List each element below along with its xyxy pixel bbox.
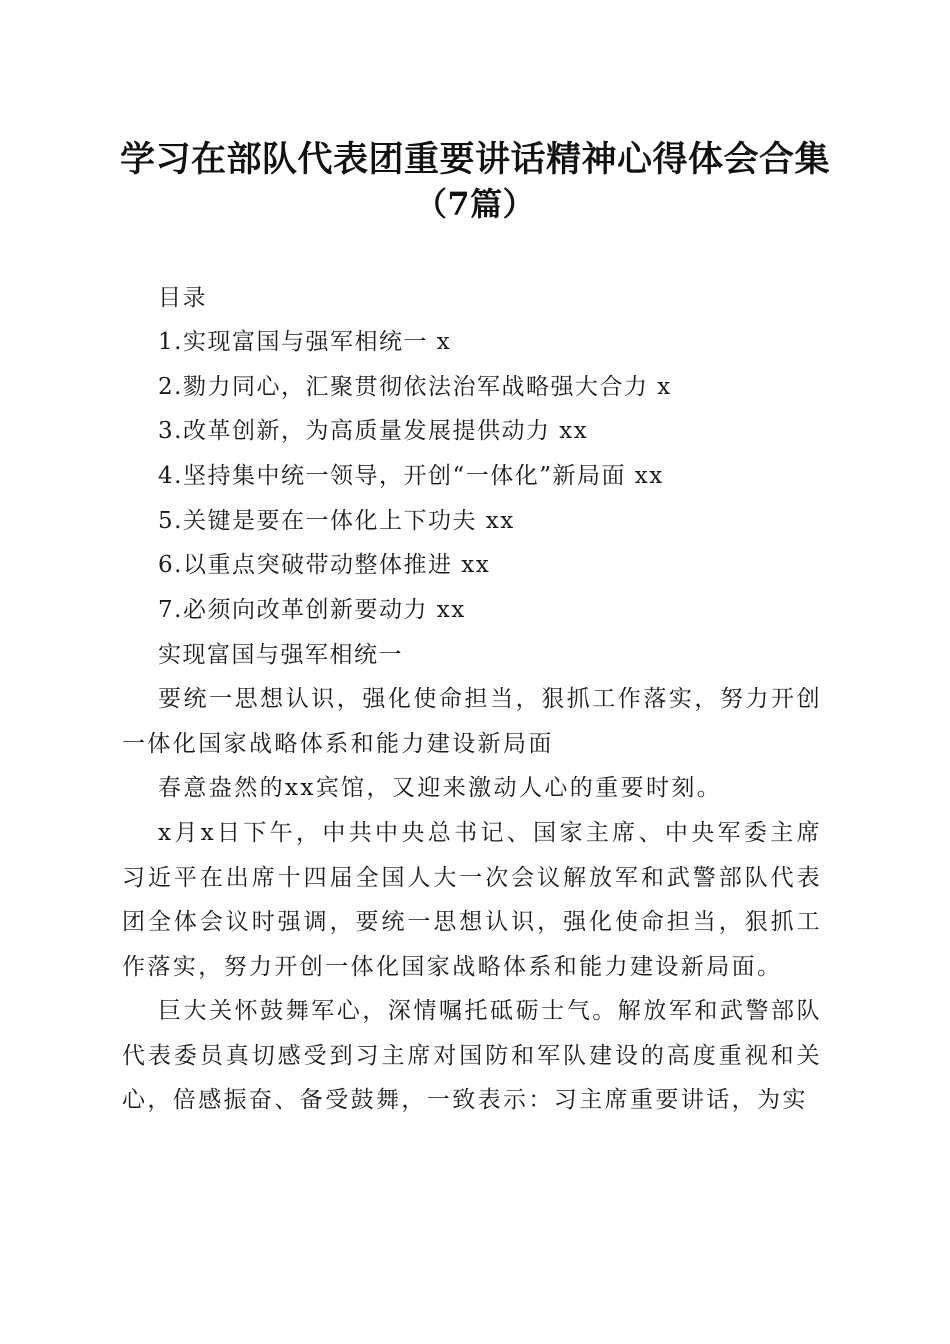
toc-item: 5.关键是要在一体化上下功夫 xx xyxy=(158,508,515,534)
paragraph: 春意盎然的xx宾馆，又迎来激动人心的重要时刻。 xyxy=(158,775,723,801)
toc-item: 4.坚持集中统一领导，开创“一体化”新局面 xx xyxy=(158,463,664,489)
toc-item: 7.必须向改革创新要动力 xx xyxy=(158,597,466,623)
toc-item: 2.勠力同心，汇聚贯彻依法治军战略强大合力 x xyxy=(158,374,672,400)
toc-heading: 目录 xyxy=(158,285,207,311)
paragraph: 巨大关怀鼓舞军心，深情嘱托砥砺士气。解放军和武警部队代表委员真切感受到习主席对国防和军队建设的高度重视和关心，倍感振奋、备受鼓舞，一致表示：习主席重要讲话，为实 xyxy=(122,998,822,1114)
toc-item: 3.改革创新，为高质量发展提供动力 xx xyxy=(158,418,589,444)
toc-item: 1.实现富国与强军相统一 x xyxy=(158,329,452,355)
document-title-count: （7篇） xyxy=(414,185,536,223)
paragraph: 要统一思想认识，强化使命担当，狠抓工作落实，努力开创一体化国家战略体系和能力建设新局面 xyxy=(122,686,822,757)
section-heading: 实现富国与强军相统一 xyxy=(158,642,403,668)
document-title: 学习在部队代表团重要讲话精神心得体会合集 xyxy=(119,139,830,180)
toc-item: 6.以重点突破带动整体推进 xx xyxy=(158,552,491,578)
paragraph: x月x日下午，中共中央总书记、国家主席、中央军委主席习近平在出席十四届全国人大一次会议解放军和武警部队代表团全体会议时强调，要统一思想认识，强化使命担当，狠抓工作落实，努力开创一体化国家战略体系和能力建设新局面。 xyxy=(122,820,822,981)
